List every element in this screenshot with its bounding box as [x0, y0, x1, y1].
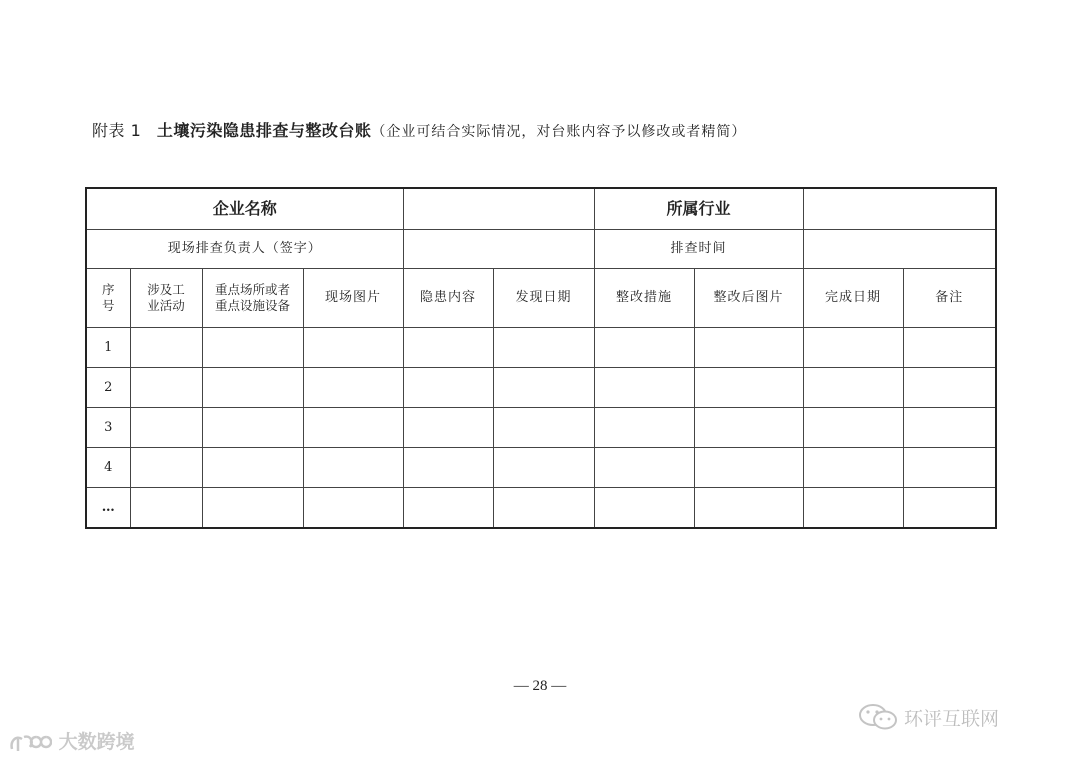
- table-cell[interactable]: [403, 488, 493, 529]
- inspector-row: [86, 230, 996, 269]
- inspector-field[interactable]: [403, 230, 594, 269]
- table-cell[interactable]: [803, 368, 903, 408]
- row-index: 1: [86, 328, 130, 368]
- table-cell[interactable]: [403, 448, 493, 488]
- col-header: 完成日期: [803, 269, 903, 328]
- table-cell[interactable]: [594, 448, 694, 488]
- col-header: 发现日期: [493, 269, 594, 328]
- table-cell[interactable]: [303, 408, 403, 448]
- table-cell[interactable]: [202, 328, 303, 368]
- table-row: [86, 488, 996, 529]
- col-header: 重点场所或者重点设施设备: [202, 269, 303, 328]
- table-cell[interactable]: [803, 488, 903, 529]
- table-cell[interactable]: [403, 328, 493, 368]
- table-cell[interactable]: [903, 488, 996, 529]
- table-cell[interactable]: [303, 368, 403, 408]
- table-cell[interactable]: [903, 408, 996, 448]
- table-row: [86, 448, 996, 488]
- table-cell[interactable]: [403, 408, 493, 448]
- table-cell[interactable]: [803, 328, 903, 368]
- table-cell[interactable]: [903, 448, 996, 488]
- inspection-time-label: 排查时间: [594, 230, 803, 269]
- table-cell[interactable]: [493, 488, 594, 529]
- table-cell[interactable]: [694, 408, 803, 448]
- ledger-table: [85, 187, 997, 529]
- table-row: [86, 328, 996, 368]
- col-header: 隐患内容: [403, 269, 493, 328]
- wechat-icon: [858, 703, 898, 731]
- table-cell[interactable]: [202, 448, 303, 488]
- appendix-label: 附表 1: [92, 121, 142, 140]
- table-cell[interactable]: [130, 408, 202, 448]
- table-cell[interactable]: [594, 488, 694, 529]
- table-cell[interactable]: [694, 448, 803, 488]
- table-cell[interactable]: [493, 328, 594, 368]
- table-cell[interactable]: [303, 488, 403, 529]
- company-name-field[interactable]: [403, 188, 594, 230]
- row-index: 2: [86, 368, 130, 408]
- table-cell[interactable]: [403, 368, 493, 408]
- table-row: [86, 368, 996, 408]
- table-cell[interactable]: [130, 328, 202, 368]
- company-row: [86, 188, 996, 230]
- table-row: [86, 408, 996, 448]
- table-cell[interactable]: [130, 448, 202, 488]
- table-cell[interactable]: [202, 488, 303, 529]
- watermark-left-text: 大数跨境: [58, 731, 135, 753]
- table-cell[interactable]: [493, 368, 594, 408]
- inspection-time-field[interactable]: [803, 230, 996, 269]
- table-cell[interactable]: [694, 328, 803, 368]
- brand-logo-icon: [8, 731, 52, 755]
- table-cell[interactable]: [594, 328, 694, 368]
- col-header: 备注: [903, 269, 996, 328]
- watermark-right: [858, 703, 999, 731]
- company-name-label: 企业名称: [86, 188, 403, 230]
- col-header: 整改措施: [594, 269, 694, 328]
- table-cell[interactable]: [130, 368, 202, 408]
- table-cell[interactable]: [694, 368, 803, 408]
- table-cell[interactable]: [202, 408, 303, 448]
- col-header: 涉及工业活动: [130, 269, 202, 328]
- col-header: 序号: [86, 269, 130, 328]
- industry-field[interactable]: [803, 188, 996, 230]
- table-cell[interactable]: [493, 448, 594, 488]
- title-note: （企业可结合实际情况，对台账内容予以修改或者精简）: [371, 124, 747, 140]
- table-title: 土壤污染隐患排查与整改台账: [156, 121, 372, 140]
- table-cell[interactable]: [594, 368, 694, 408]
- col-header: 现场图片: [303, 269, 403, 328]
- inspector-label: 现场排查负责人（签字）: [86, 230, 403, 269]
- table-cell[interactable]: [694, 488, 803, 529]
- table-cell[interactable]: [903, 328, 996, 368]
- table-cell[interactable]: [130, 488, 202, 529]
- table-cell[interactable]: [803, 408, 903, 448]
- industry-label: 所属行业: [594, 188, 803, 230]
- watermark-left: [8, 727, 135, 755]
- table-cell[interactable]: [903, 368, 996, 408]
- table-cell[interactable]: [803, 448, 903, 488]
- column-header-row: [86, 269, 996, 328]
- page-title: [92, 118, 746, 141]
- row-index: …: [86, 488, 130, 529]
- watermark-right-text: 环评互联网: [904, 707, 1000, 730]
- table-cell[interactable]: [594, 408, 694, 448]
- page-number: — 28 —: [513, 678, 567, 694]
- table-cell[interactable]: [303, 328, 403, 368]
- row-index: 3: [86, 408, 130, 448]
- table-cell[interactable]: [202, 368, 303, 408]
- table-cell[interactable]: [493, 408, 594, 448]
- table-cell[interactable]: [303, 448, 403, 488]
- row-index: 4: [86, 448, 130, 488]
- col-header: 整改后图片: [694, 269, 803, 328]
